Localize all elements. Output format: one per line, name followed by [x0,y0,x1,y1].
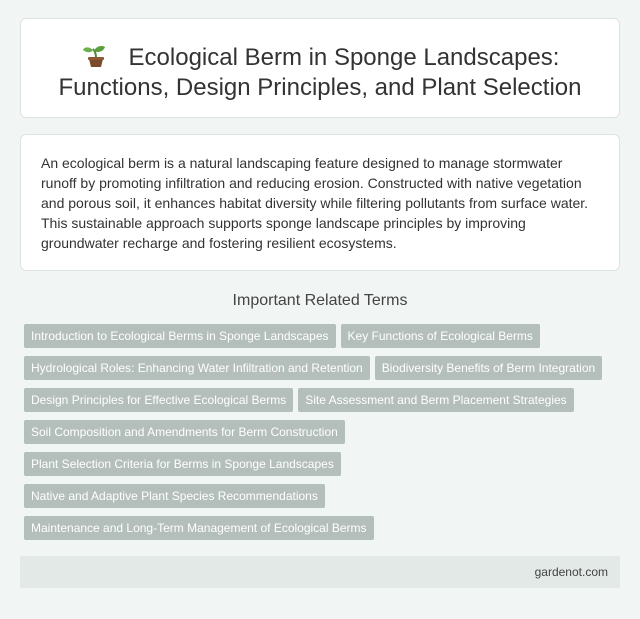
related-term-tag[interactable]: Design Principles for Effective Ecological Berms [24,388,293,412]
related-term-tag[interactable]: Introduction to Ecological Berms in Sponge Landscapes [24,324,336,348]
summary-card [20,134,620,271]
related-terms-row [24,356,624,388]
footer [20,556,620,588]
related-terms-row [24,420,624,452]
title-card [20,18,620,118]
title-line-2: Functions, Design Principles, and Plant Selection [58,74,582,101]
related-term-tag[interactable]: Soil Composition and Amendments for Berm Construction [24,420,345,444]
related-term-tag[interactable]: Native and Adaptive Plant Species Recommendations [24,484,325,508]
related-term-tag[interactable]: Plant Selection Criteria for Berms in Sponge Landscapes [24,452,341,476]
related-term-tag[interactable]: Biodiversity Benefits of Berm Integration [375,356,602,380]
footer-site: gardenot.com [534,565,608,579]
related-terms-heading: Important Related Terms [232,292,408,309]
related-terms-row [24,516,624,548]
related-term-tag[interactable]: Key Functions of Ecological Berms [341,324,540,348]
related-terms-row [24,324,624,356]
seedling-icon [81,44,111,68]
related-term-tag[interactable]: Site Assessment and Berm Placement Strategies [298,388,573,412]
related-terms-row [24,484,624,516]
page-title [21,43,619,103]
related-terms-row [24,452,624,484]
related-terms-row [24,388,624,420]
title-line-1: Ecological Berm in Sponge Landscapes: [128,44,560,71]
related-terms-list [24,324,624,548]
related-term-tag[interactable]: Maintenance and Long-Term Management of Ecological Berms [24,516,374,540]
related-term-tag[interactable]: Hydrological Roles: Enhancing Water Infiltration and Retention [24,356,370,380]
summary-text: An ecological berm is a natural landscaping feature designed to manage stormwater runoff by promoting infiltration and reducing erosion. Constructed with native vegetation and porous soil, it enhances habitat diversity while filtering pollutants from surface water. This sustainable approach supports sponge landscape principles by improving groundwater recharge and fostering resilient ecosystems. [41,155,589,251]
